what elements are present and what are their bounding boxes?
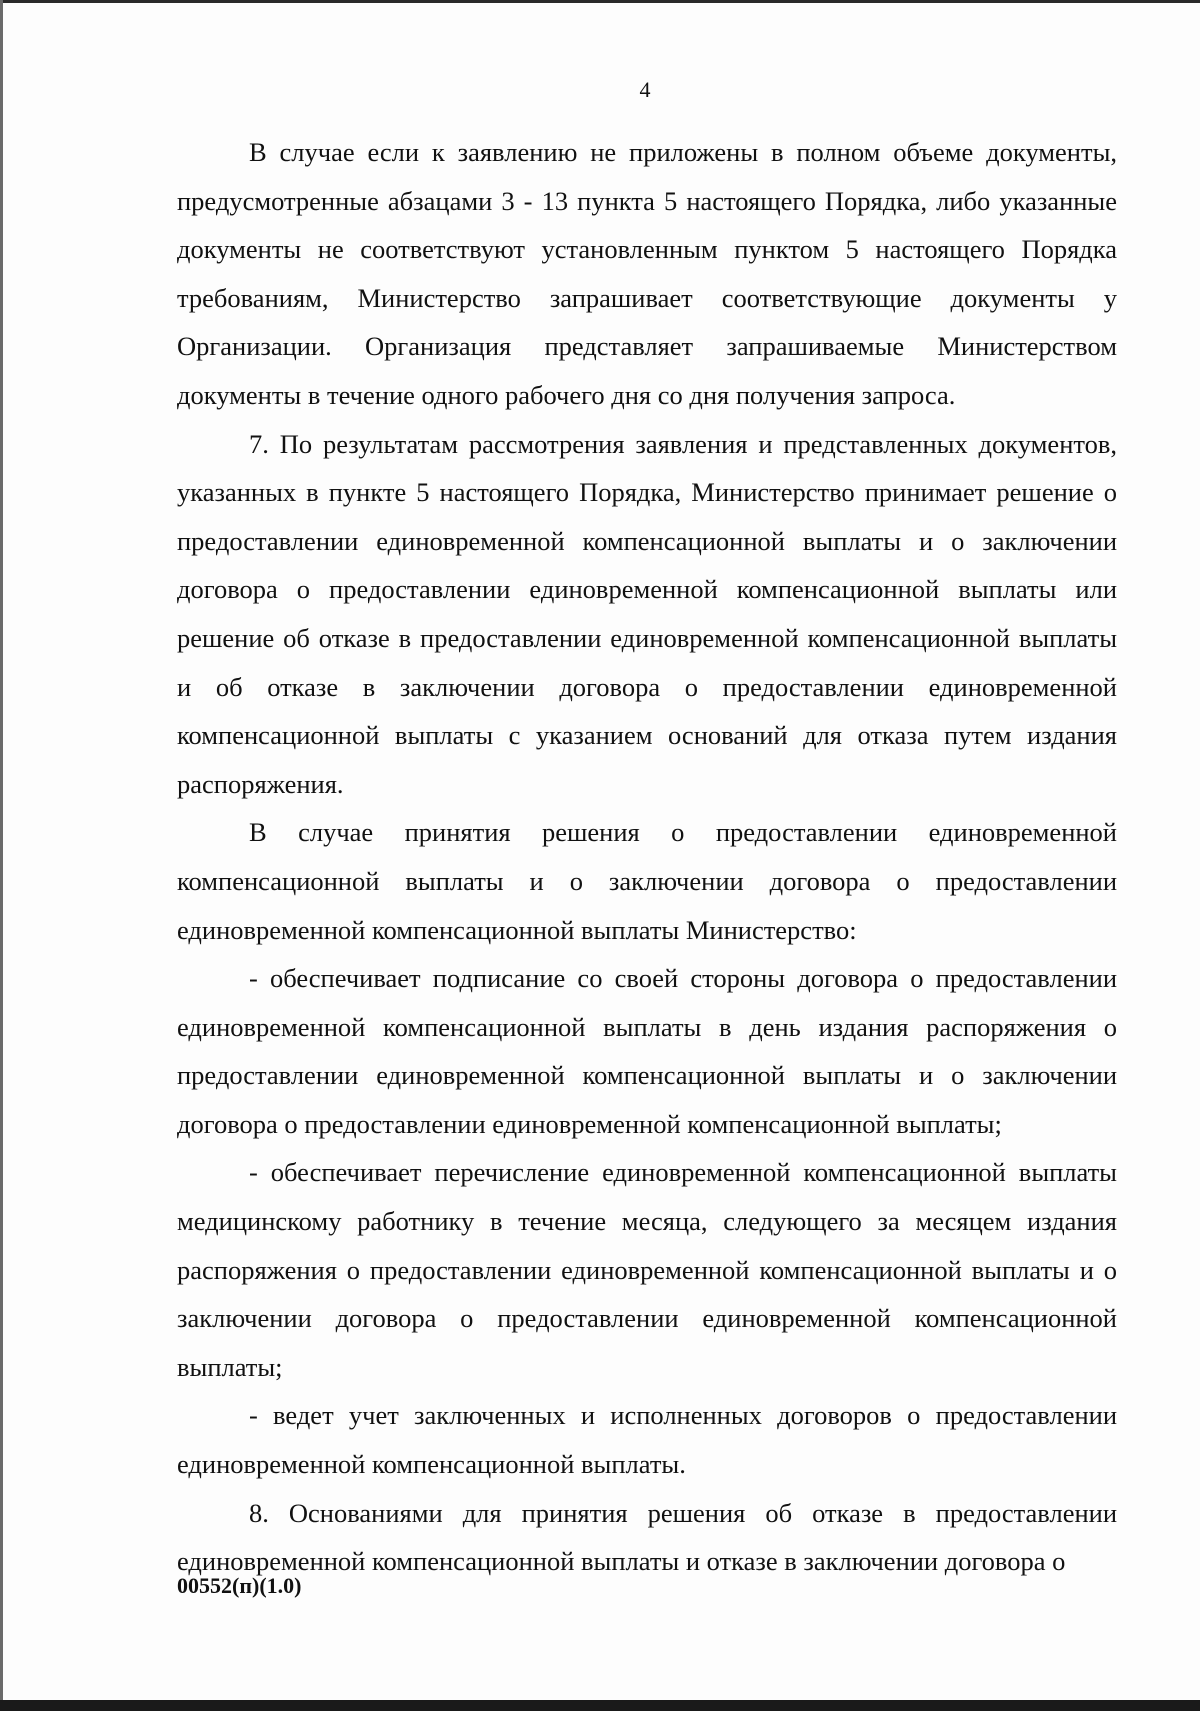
list-item-transfer-payment: - обеспечивает перечисление единовременной компенсационной выплаты медицинскому работнику в течение месяца, следующего за месяцем издания распоряжения о предоставлении единовременной компенсационной выплаты и о заключении договора о предоставлении единовременной компенсационной выплаты; <box>177 1157 1117 1382</box>
page-number: 4 <box>639 77 651 102</box>
document-code: 00552(п)(1.0) <box>177 1573 302 1598</box>
scan-border-bottom <box>0 1700 1200 1711</box>
list-item-sign-contract: - обеспечивает подписание со своей стороны договора о предоставлении единовременной компенсационной выплаты в день издания распоряжения о предоставлении единовременной компенсационной выплаты и о заключении договора о предоставлении единовременной компенсационной выплаты; <box>177 963 1117 1139</box>
paragraph-item-7-decision: 7. По результатам рассмотрения заявления и представленных документов, указанных в пункте 5 настоящего Порядка, Министерство принимает решение о предоставлении единовременной компенсационной выплаты и о заключении договора о предоставлении единовременной компенсационной выплаты или решение об отказе в предоставлении единовременной компенсационной выплаты и об отказе в заключении договора о предоставлении единовременной компенсационной выплаты с указанием оснований для отказа путем издания распоряжения. <box>177 428 1117 799</box>
document-body <box>177 128 1117 1586</box>
paragraph-item-8-refusal-grounds: 8. Основаниями для принятия решения об отказе в предоставлении единовременной компенсационной выплаты и отказе в заключении договора о <box>177 1497 1117 1577</box>
scan-border-left <box>0 0 3 1711</box>
list-item-keep-records: - ведет учет заключенных и исполненных договоров о предоставлении единовременной компенсационной выплаты. <box>177 1400 1117 1480</box>
paragraph-positive-decision-intro: В случае принятия решения о предоставлении единовременной компенсационной выплаты и о заключении договора о предоставлении единовременной компенсационной выплаты Министерство: <box>177 817 1117 945</box>
paragraph-missing-documents: В случае если к заявлению не приложены в полном объеме документы, предусмотренные абзацами 3 - 13 пункта 5 настоящего Порядка, либо указанные документы не соответствуют установленным пунктом 5 настоящего Порядка требованиям, Министерство запрашивает соответствующие документы у Организации. Организация представляет запрашиваемые Министерством документы в течение одного рабочего дня со дня получения запроса. <box>177 137 1117 410</box>
scan-border-top <box>0 0 1200 3</box>
